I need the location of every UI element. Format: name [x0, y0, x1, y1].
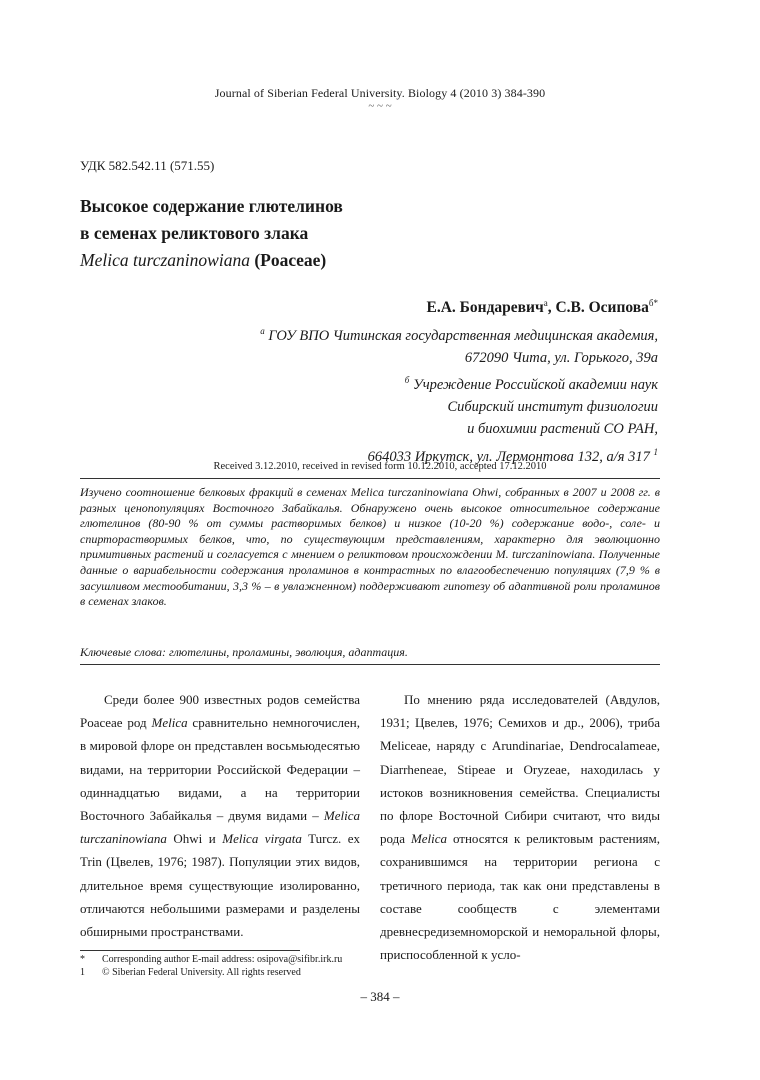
affil-b-line-3: и биохимии растений СО РАН, [467, 421, 658, 438]
title-family: (Poaceae) [254, 250, 327, 270]
footnote-rule [80, 950, 300, 951]
footnote-corresponding: * Corresponding author E-mail address: osipova@sifibr.irk.ru [80, 954, 343, 965]
page-number: – 384 – [360, 989, 400, 1004]
title-species: Melica turczaninowiana [80, 250, 250, 270]
received-dates: Received 3.12.2010, received in revised form 10.12.2010, accepted 17.12.2010 [213, 461, 547, 472]
body-column-left [80, 688, 360, 943]
affil-a-line-1: $^а$ ГОУ ВПО Читинская государственная медицинская академия, [260, 326, 658, 344]
affil-b-line-4: 664033 Иркутск, ул. Лермонтова 132, а/я 317 $^1$ [367, 446, 658, 465]
title-line-1: Высокое содержание глютелинов [80, 196, 343, 216]
right-paragraph: По мнению ряда исследователей (Авдулов, 1931; Цвелев, 1976; Семихов и др., 2006), триба Meliceae, наряду с Arundinariae, Dendrocalameae, Diarrheneae, Stipeae и Oryzeae, находилась у истоков возникновения семейства. Специалисты по флоре Восточной Сибири считают, что виды рода Melica относятся к реликтовым растениям, сохранившимся на территории региона с третичного периода, так как они представлены в составе сообществ с элементами древнесредиземноморской и неморальной флоры, приспособленной к усло- [380, 692, 660, 963]
species-virgata: Melica virgata [222, 831, 302, 847]
article-title [80, 193, 343, 274]
author-separator: , [547, 299, 556, 317]
left-paragraph: Среди более 900 известных родов семейства Poaceae род Melica сравнительно немногочислен, в мировой флоре он представлен восьмьюдесятью видами, на территории Российской Федерации – одиннадцатью видами, а на территории Восточного Забайкалья – двумя видами – Melica turczaninowiana Ohwi и Melica virgata Turcz. ex Trin (Цвелев, 1976; 1987). Популяции этих видов, длительное время существующие изолированно, отличаются небольшими размерами и разделены обширными пространствами. [80, 692, 360, 940]
abstract: Изучено соотношение белковых фракций в семенах Melica turczaninowiana Ohwi, собранных в 2007 и 2008 гг. в разных ценопопуляциях Восточного Забайкалья. Обнаружено очень высокое относительное содержание глютелинов (80-90 % от суммы растворимых белков) и низкое (10-20 %) содержание водо-, соле- и спирторастворимых белков, что, по существующим представлениям, характерно для эволюционно примитивных растений и согласуется с мнением о реликтовом происхождении M. turczaninowiana. Полученные данные о вариабельности содержания проламинов в контрастных по влагообеспечению популяциях (7,9 % в засушливом местообитании, 3,3 % – в увлажненном) поддерживают гипотезу об адаптивной роли проламинов в семенах злаков. [80, 485, 660, 609]
abstract-top-rule [80, 478, 660, 479]
author-2-mark: б* [648, 298, 658, 308]
authors [426, 298, 658, 317]
genus-melica-2: Melica [410, 831, 448, 847]
udk-code: УДК 582.542.11 (571.55) [80, 158, 215, 173]
affil-a-mark: а [260, 326, 265, 336]
affil-a-line-2: 672090 Чита, ул. Горького, 39а [464, 350, 658, 367]
affil-b-line-1: $^б$ Учреждение Российской академии наук [404, 375, 658, 394]
title-line-3 [80, 247, 343, 274]
author-1: Е.А. Бондаревич [426, 299, 544, 317]
title-line-2: в семенах реликтового злака [80, 223, 309, 243]
footnote-mark-star: * [80, 954, 85, 965]
affil-footnote-mark: 1 [653, 446, 658, 457]
genus-melica: Melica [151, 715, 188, 731]
body-column-right [380, 688, 660, 966]
species-turczaninowiana: Melica turczaninowiana [80, 808, 360, 847]
keywords: Ключевые слова: глютелины, проламины, эволюция, адаптация. [80, 645, 408, 659]
header-ornament: ~ ~ ~ [368, 100, 392, 112]
journal-header: Journal of Siberian Federal University. Biology 4 (2010 3) 384-390 [214, 86, 546, 100]
affil-b-mark: б [404, 375, 410, 386]
abstract-bottom-rule [80, 664, 660, 665]
author-1-mark: а [543, 298, 548, 308]
affil-b-line-2: Сибирский институт физиологии [447, 399, 658, 416]
footnote-copyright: 1 © Siberian Federal University. All rights reserved [80, 967, 301, 978]
footnote-mark-1: 1 [80, 967, 85, 978]
author-2: С.В. Осипова [555, 299, 649, 317]
affiliations [260, 320, 658, 468]
